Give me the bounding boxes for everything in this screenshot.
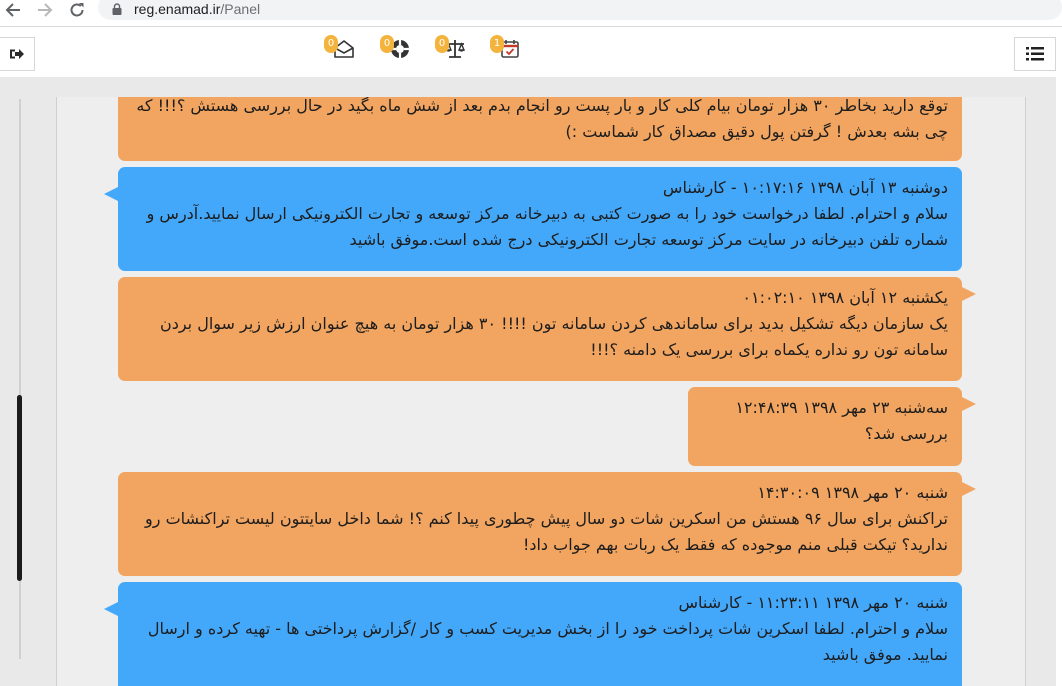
bubble-tail [104, 602, 118, 616]
browser-toolbar [0, 0, 1062, 22]
main-content [0, 77, 1062, 686]
message-user [688, 387, 962, 466]
logout-button[interactable] [0, 37, 35, 71]
message-meta: شنبه ۲۰ مهر ۱۳۹۸ ۱۴:۳۰:۰۹ [757, 483, 948, 502]
message-meta: سه‌شنبه ۲۳ مهر ۱۳۹۸ ۱۲:۴۸:۳۹ [735, 398, 948, 417]
bubble-tail [962, 287, 976, 301]
message-staff [118, 167, 962, 271]
message-user [118, 472, 962, 576]
message-body: سلام و احترام. لطفا اسکرین شات پرداخت خود را از بخش مدیریت کسب و کار /گزارش پرداختی ها - تهیه کرده و ارسال نمایید. موفق باشید [147, 619, 948, 664]
arrow-left-icon [5, 3, 21, 17]
url-domain: reg.enamad.ir [134, 1, 221, 17]
logout-icon [9, 47, 25, 61]
message-meta: یکشنبه ۱۲ آبان ۱۳۹۸ ۰۱:۰۲:۱۰ [742, 288, 948, 307]
complaints-badge: 0 [435, 35, 449, 53]
url-text[interactable] [134, 1, 260, 17]
messages-badge: 0 [324, 35, 338, 53]
scrollbar-thumb[interactable] [17, 395, 22, 581]
forward-button[interactable] [34, 0, 56, 20]
message-staff [118, 582, 962, 686]
support-badge: 0 [380, 35, 394, 53]
message-body: یک سازمان دیگه تشکیل بدید برای ساماندهی کردن سامانه تون !!!! ۳۰ هزار تومان به هیچ عنوان ارزش زیر سوال بردن سامانه تون رو نداره یکماه برای بررسی یک دامنه ؟!!! [159, 314, 948, 359]
bubble-tail [962, 482, 976, 496]
reload-button[interactable] [66, 0, 88, 20]
message-user [118, 97, 962, 161]
lock-icon [112, 3, 122, 15]
bubble-tail [962, 397, 976, 411]
message-body: توقع دارید بخاطر ۳۰ هزار تومان بیام کلی کار و بار پست رو انجام بدم بعد از شش ماه بگید در حال بررسی هستش ؟!!! که چی بشه بعدش ! گرفتن پول دقیق مصداق کار شماست :) [136, 97, 948, 141]
tasks-badge: 1 [490, 35, 504, 53]
message-meta: شنبه ۲۰ مهر ۱۳۹۸ ۱۱:۲۳:۱۱ - کارشناس [678, 593, 948, 612]
message-body: تراکنش برای سال ۹۶ هستش من اسکرین شات دو سال پیش چطوری پیدا کنم ؟! شما داخل سایتتون لیست تراکنشات رو ندارید؟ تیکت قبلی منم موجوده که فقط یک ربات بهم جواب داد! [145, 509, 948, 554]
message-body: بررسی شد؟ [864, 424, 948, 443]
ticket-conversation [56, 97, 1026, 686]
reload-icon [69, 2, 85, 18]
back-button[interactable] [2, 0, 24, 20]
left-gutter [0, 77, 56, 686]
list-menu-icon [1026, 47, 1044, 61]
message-meta: دوشنبه ۱۳ آبان ۱۳۹۸ ۱۰:۱۷:۱۶ - کارشناس [662, 178, 948, 197]
bubble-tail [104, 187, 118, 201]
app-header [0, 26, 1062, 77]
message-body: سلام و احترام. لطفا درخواست خود را به صورت کتبی به دبیرخانه مرکز توسعه و تجارت الکترونیکی ارسال نمایید.آدرس و شماره تلفن دبیرخانه در سایت مرکز توسعه تجارت الکترونیکی درج شده است.موفق باشید [146, 204, 948, 249]
menu-button[interactable] [1014, 37, 1056, 71]
window-edge [1056, 77, 1062, 686]
message-user [118, 277, 962, 381]
url-path: /Panel [220, 1, 261, 17]
arrow-right-icon [37, 3, 53, 17]
